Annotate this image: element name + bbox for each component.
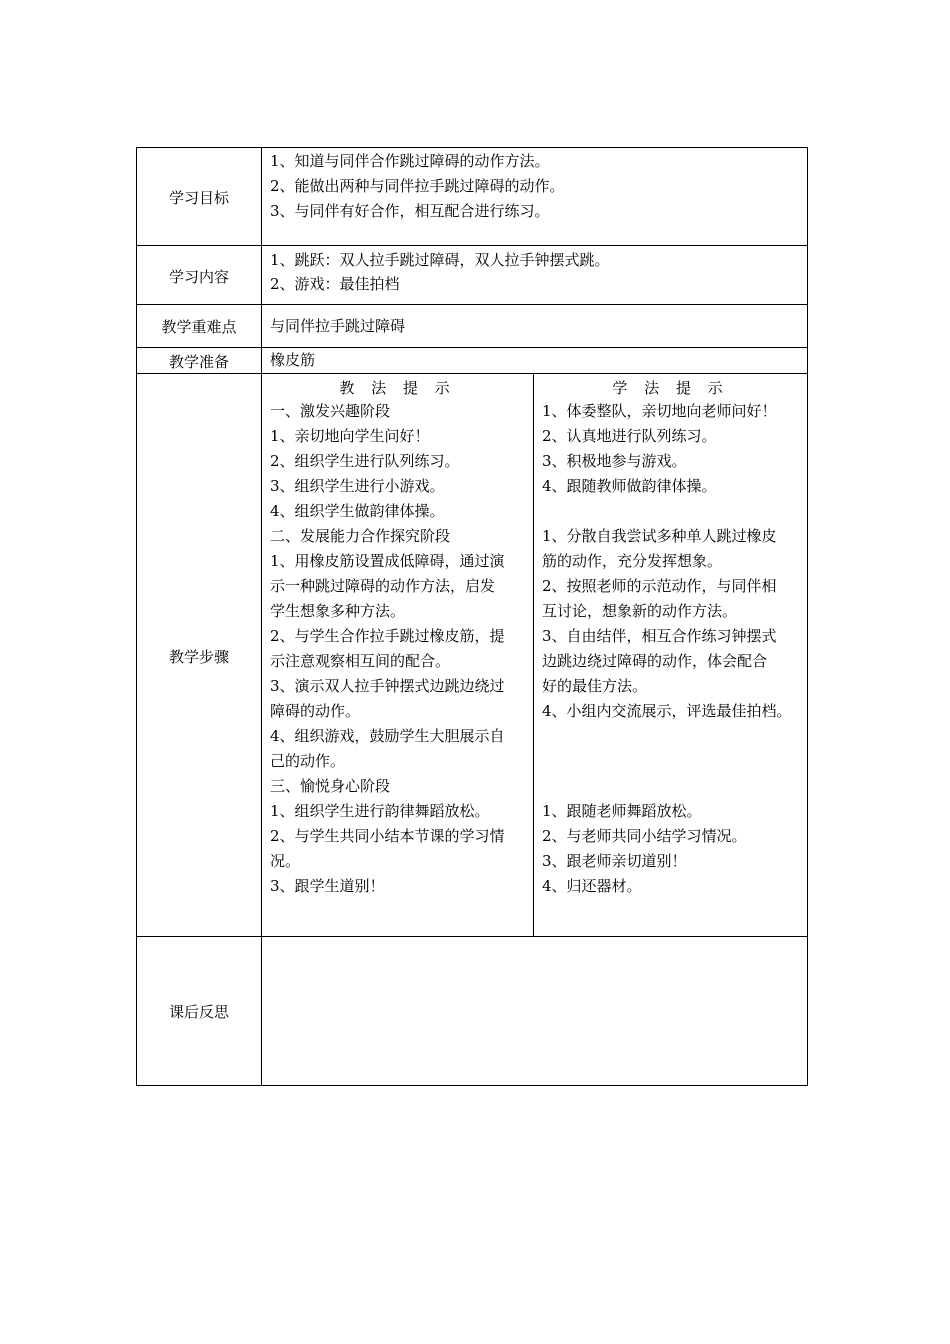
learn-line-13: 4、小组内交流展示，评选最佳拍档。 (542, 702, 792, 720)
learn-line-3: 3、积极地参与游戏。 (542, 452, 687, 470)
teach-line-8: 示一种跳过障碍的动作方法，启发 (270, 577, 496, 595)
teach-line-14: 4、组织游戏，鼓励学生大胆展示自 (270, 727, 505, 745)
teach-line-15: 己的动作。 (270, 752, 346, 770)
learn-line-9: 互讨论，想象新的动作方法。 (542, 602, 738, 620)
content-line-1: 1、跳跃：双人拉手跳过障碍，双人拉手钟摆式跳。 (270, 251, 610, 269)
keypoints-label: 教学重难点 (161, 318, 237, 336)
learn-line-7: 筋的动作，充分发挥想象。 (542, 552, 723, 570)
teach-line-20: 3、跟学生道别！ (270, 877, 385, 895)
learn-line-20: 4、归还器材。 (542, 877, 642, 895)
reflection-label: 课后反思 (168, 1003, 229, 1021)
content-line-2: 2、游戏：最佳拍档 (270, 275, 400, 293)
goals-label: 学习目标 (168, 189, 229, 207)
steps-label: 教学步骤 (168, 648, 229, 666)
content-label: 学习内容 (168, 268, 229, 286)
learn-line-6: 1、分散自我尝试多种单人跳过橡皮 (542, 527, 777, 545)
goals-line-2: 2、能做出两种与同伴拉手跳过障碍的动作。 (270, 177, 565, 195)
learn-column-header: 学 法 提 示 (612, 379, 729, 397)
teach-line-10: 2、与学生合作拉手跳过橡皮筋，提 (270, 627, 505, 645)
learn-line-4: 4、跟随教师做韵律体操。 (542, 477, 717, 495)
teach-line-3: 2、组织学生进行队列练习。 (270, 452, 460, 470)
teach-line-17: 1、组织学生进行韵律舞蹈放松。 (270, 802, 490, 820)
teach-line-11: 示注意观察相互间的配合。 (270, 652, 451, 670)
learn-line-1: 1、体委整队，亲切地向老师问好！ (542, 402, 777, 420)
learn-line-11: 边跳边绕过障碍的动作，体会配合 (542, 652, 768, 670)
teach-line-4: 3、组织学生进行小游戏。 (270, 477, 445, 495)
keypoints-text: 与同伴拉手跳过障碍 (270, 317, 406, 335)
teach-line-13: 障碍的动作。 (270, 702, 361, 720)
learn-line-10: 3、自由结伴，相互合作练习钟摆式 (542, 627, 777, 645)
prep-text: 橡皮筋 (270, 351, 316, 369)
teach-line-6: 二、发展能力合作探究阶段 (270, 527, 451, 545)
learn-line-12: 好的最佳方法。 (542, 677, 648, 695)
teach-line-16: 三、愉悦身心阶段 (270, 777, 391, 795)
teach-line-5: 4、组织学生做韵律体操。 (270, 502, 445, 520)
teach-column-header: 教 法 提 示 (339, 379, 456, 397)
teach-line-19: 况。 (270, 852, 301, 870)
teach-line-18: 2、与学生共同小结本节课的学习情 (270, 827, 505, 845)
learn-line-19: 3、跟老师亲切道别！ (542, 852, 687, 870)
prep-label: 教学准备 (168, 353, 229, 371)
goals-line-3: 3、与同伴有好合作，相互配合进行练习。 (270, 202, 550, 220)
learn-line-17: 1、跟随老师舞蹈放松。 (542, 802, 702, 820)
teach-line-2: 1、亲切地向学生问好！ (270, 427, 430, 445)
teach-line-12: 3、演示双人拉手钟摆式边跳边绕过 (270, 677, 505, 695)
teach-line-7: 1、用橡皮筋设置成低障碍，通过演 (270, 552, 505, 570)
learn-line-2: 2、认真地进行队列练习。 (542, 427, 717, 445)
learn-line-8: 2、按照老师的示范动作，与同伴相 (542, 577, 777, 595)
learn-line-18: 2、与老师共同小结学习情况。 (542, 827, 747, 845)
teach-line-9: 学生想象多种方法。 (270, 602, 406, 620)
goals-line-1: 1、知道与同伴合作跳过障碍的动作方法。 (270, 152, 550, 170)
teach-line-1: 一、激发兴趣阶段 (270, 402, 391, 420)
